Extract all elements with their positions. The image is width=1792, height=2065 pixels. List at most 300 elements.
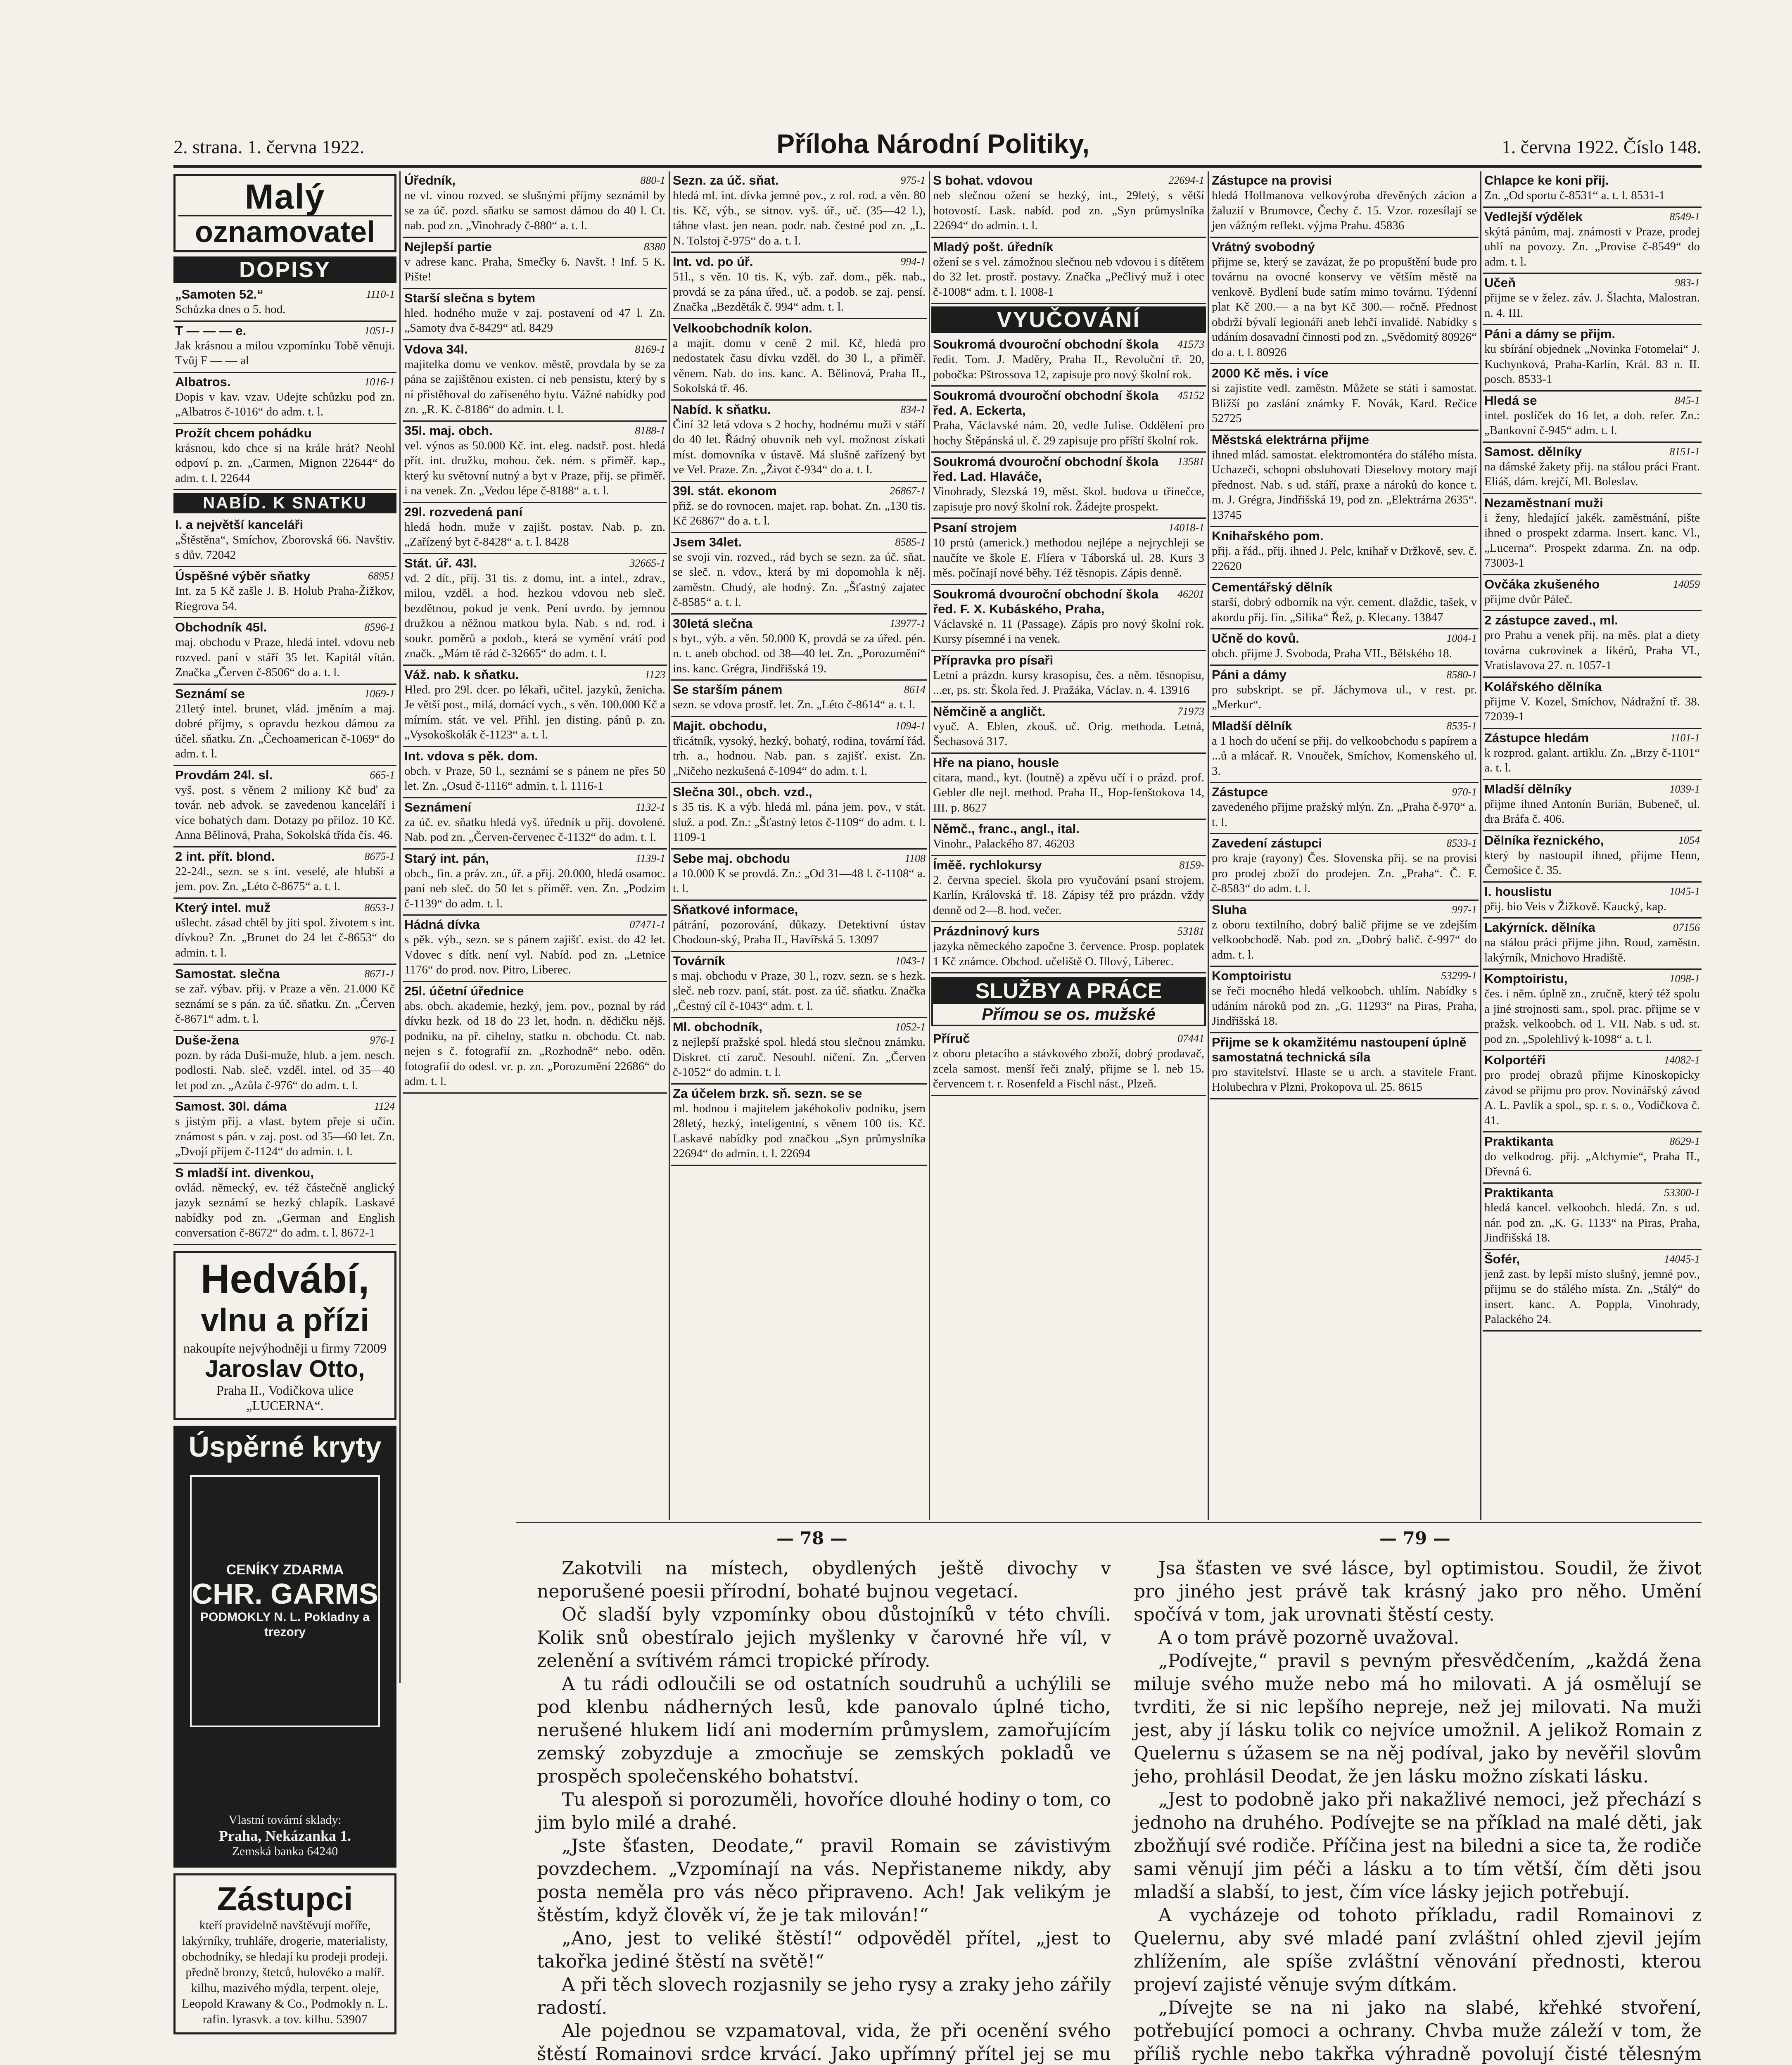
ad-heading (175, 375, 395, 389)
ad-code: 45152 (1177, 389, 1204, 401)
ad-title: Majit. obchodu, (673, 718, 767, 733)
classified-ad (1210, 578, 1479, 629)
ad-code: 983-1 (1675, 277, 1700, 289)
usp-line3: PODMOKLY N. L. Pokladny a trezory (200, 1610, 370, 1639)
ad-heading (175, 768, 395, 783)
ad-heading (1484, 1252, 1700, 1267)
ad-heading (175, 287, 395, 302)
ad-title: Němčině a angličt. (933, 704, 1046, 719)
ad-heading (175, 849, 395, 864)
classified-ad (1210, 717, 1479, 783)
classified-ad (403, 422, 667, 503)
ad-code: 880-1 (640, 174, 665, 186)
ad-body: zavedeného přijme pražský mlýn. Zn. „Praha č-970“ a. t. l. (1212, 800, 1477, 829)
ad-heading (673, 321, 926, 336)
usp-box (190, 1475, 380, 1727)
zast-title: Zástupci (217, 1880, 353, 1917)
classified-ad (173, 373, 396, 424)
ad-body: z oboru pletacího a stávkového zboží, dobrý prodavač, zcela samost. menší řeči znalý, přijme se l. neb 15. červencem t. r. Rosenfeld a Fischl nást., Plzeň. (933, 1047, 1204, 1090)
classified-ad (1210, 629, 1479, 666)
ad-heading (1484, 444, 1700, 459)
ad-body: 21letý intel. brunet, vlád. jměním a maj. dobré příjmy, s opravdu hezkou dámou za účel. sňatku. Zn. „Čechoamerican č-1069“ do adm. t. l. (175, 702, 395, 760)
novel-paragraph: „Ano, jest to veliké štěstí!“ odpověděl přítel, „jest to takořka jediné štěstí na světě!“ (537, 1928, 1111, 1972)
ad-heading (404, 505, 665, 520)
maly-oznamovatel-logo (173, 174, 396, 252)
ad-heading (673, 954, 926, 968)
ad-heading (1212, 719, 1477, 733)
logo-line1: Malý (244, 177, 325, 216)
ad-column-4 (931, 171, 1206, 1520)
classified-ad (1210, 666, 1479, 717)
ad-code: 53299-1 (1441, 970, 1477, 982)
hedv-title: Hedvábí, (200, 1256, 370, 1301)
hedv-text: nakoupíte nejvýhodněji u firmy (183, 1340, 351, 1355)
ad-heading (933, 337, 1204, 352)
ad-title: 25l. účetní úřednice (404, 983, 524, 998)
ad-title: Íměě. rychlokursy (933, 857, 1042, 872)
classified-ad (1483, 392, 1702, 443)
classified-ad (1483, 919, 1702, 970)
ad-code: 8533-1 (1446, 837, 1477, 849)
ad-body: ovlád. německý, ev. též částečně anglický jazyk seznámí se hezký chlapík. Laskavé nabídky pod zn. „German and English conversation č-8672“ do adm. t. l. 8672-1 (175, 1181, 395, 1239)
classified-ad (671, 401, 927, 482)
ad-heading (673, 254, 926, 269)
classified-ad (671, 952, 927, 1018)
classified-ad (403, 798, 667, 850)
ad-body: a 1 hoch do učení se přij. do velkoobchodu s papírem a ...ů a mlácař. R. Vnouček, Smíchov, Komenského ul. 3. (1212, 734, 1477, 778)
ad-heading (1212, 836, 1477, 851)
ad-body: Schůzka dnes o 5. hod. (175, 303, 286, 316)
ad-title: Zavedení zástupci (1212, 836, 1322, 850)
novel-column-left (537, 1557, 1111, 2065)
ad-title: Přijme se k okamžitému nastoupení úplně samostatná technická síla (1212, 1035, 1467, 1064)
ad-title: Sebe maj. obchodu (673, 851, 790, 866)
column-divider (669, 171, 670, 1520)
novel-paragraph: A při těch slovech rozjasnily se jeho rysy a zraky jeho zářily radostí. (537, 1974, 1111, 2018)
ad-title: Se starším pánem (673, 682, 783, 697)
ad-heading (175, 1099, 395, 1114)
ad-code: 07156 (1673, 921, 1700, 933)
ad-code: 8580-1 (1446, 668, 1477, 681)
ad-heading (1484, 209, 1700, 224)
ad-body: Činí 32 letá vdova s 2 hochy, hodnému muži v stáří do 40 let. Řádný obuvník neb vyl. možnost získati míst. domovníka v ústavě. Má slušně zařízený byt ve Vel. Praze. Zn. „Život č-934“ do a. t. l. (673, 418, 926, 476)
ad-heading (1484, 1053, 1700, 1068)
ad-code: 1045-1 (1669, 885, 1700, 897)
ad-title: Velkoobchodník kolon. (673, 320, 812, 335)
classified-ad (931, 171, 1206, 238)
ad-body: hled. hodného muže v zaj. postavení od 47 l. Zn. „Samoty dva č-8429“ atl. 8429 (404, 306, 665, 335)
ad-code: 1052-1 (895, 1021, 926, 1033)
hedv-code: 72009 (354, 1340, 387, 1355)
classified-ad (1210, 834, 1479, 901)
classified-ad (403, 554, 667, 666)
ad-heading (933, 653, 1204, 668)
classified-ad (931, 585, 1206, 651)
novel-paragraph: Tu alespoň si porozuměli, hovoříce dlouhé hodiny o tom, co jim bylo milé a drahé. (537, 1789, 1111, 1833)
ad-heading (933, 388, 1204, 418)
classified-ad (173, 685, 396, 766)
novel-paragraph: „Jste šťasten, Deodate,“ pravil Romain se závistivým povzdechem. „Vzpomínají na vás. Nepřistaneme nikdy, aby posta neměla pro vás něco připraveno. Ach! Jak velikým je štěstím, když člověk ví, že je tak milován!“ (537, 1835, 1111, 1926)
classified-ad (1483, 1184, 1702, 1250)
ad-body: majitelka domu ve venkov. městě, provdala by se za pána se zajištěnou existen. cí neb pensistu, který by s ní přistěhoval do zaříseného bytu. Vážné nabídky pod zn. „R. K. č-8186“ do admin. t. l. (404, 357, 665, 416)
classified-ad (403, 289, 667, 340)
ad-title: Starší slečna s bytem (404, 290, 536, 305)
ad-heading (175, 1033, 395, 1048)
ad-code: 26867-1 (890, 484, 926, 497)
classified-ad (173, 1097, 396, 1164)
ad-heading (673, 535, 926, 550)
ad-body: pátrání, pozorování, důkazy. Detektivní ústav Chodoun-ský, Praha II., Havířská 5. 13097 (673, 918, 926, 946)
classified-ad (403, 238, 667, 289)
classified-ad (671, 482, 927, 533)
ad-code: 8380 (644, 240, 665, 253)
ad-column-2 (403, 171, 667, 1520)
ad-code: 13977-1 (890, 617, 926, 629)
classified-ad (1483, 274, 1702, 325)
ad-title: Starý int. pán, (404, 851, 489, 866)
usp-foot2: Praha, Nekázanka 1. (218, 1828, 351, 1844)
ad-heading (1212, 1035, 1477, 1065)
classified-ad (671, 850, 927, 901)
ad-heading (933, 240, 1204, 254)
ad-column-5 (1210, 171, 1479, 1520)
classified-ad (1210, 364, 1479, 431)
classified-ad (1483, 970, 1702, 1051)
ad-code: 8585-1 (895, 536, 926, 548)
ad-body: čes. i něm. úplně zn., zručně, který též spolu a jiné strojnosti sam., spol. prac. přijme se v pražsk. velkoobch. od 1. VII. Nab. s ud. st. pod zn. „Spolehlivý k-1098“ a. t. l. (1484, 987, 1700, 1046)
ad-title: Nabíd. k sňatku. (673, 402, 771, 417)
ad-title: Za účelem brzk. sň. sezn. se se (673, 1086, 862, 1101)
ad-title: Lakýrníck. dělníka (1484, 920, 1595, 935)
ad-body: a majit. domu v ceně 2 mil. Kč, hledá pro nedostatek času dívku vzděl. do 30 l., a přiměř. věnem. Nab. do ins. kanc. A. Bělinová, Praha II., Sokolská tř. 46. (673, 336, 926, 395)
classified-ad (173, 567, 396, 618)
ad-title: Int. vd. po úř. (673, 254, 753, 269)
novel-paragraph: Ale pojednou se vzpamatoval, vida, že při ocenění svého štěstí Romainovi srdce krvácí. Jako upřímný přítel jej se mu (537, 2020, 1111, 2065)
ad-body: ku sbírání objednek „Novinka Fotomelai“ J. Kuchynková, Praha-Karlín, Král. 83 n. II. posch. 8533-1 (1484, 342, 1700, 386)
ad-body: přijme ihned Antonín Buriān, Bubeneč, ul. dra Bráfa č. 406. (1484, 797, 1700, 826)
novel-column-right (1134, 1557, 1702, 2065)
usp-brand: CHR. GARMS (192, 1577, 378, 1610)
ad-title: Mladý pošt. úředník (933, 239, 1054, 254)
ad-body: 22-24l., sezn. se s int. veselé, ale hlubší a jem. pov. Zn. „Léto č-8675“ a. t. l. (175, 864, 395, 893)
classified-ad (1210, 901, 1479, 967)
ad-title: Chlapce ke koni přij. (1484, 173, 1609, 188)
ad-heading (673, 1020, 926, 1035)
ad-heading (175, 1165, 395, 1180)
ad-body: ihned mlád. samostat. elektromontéra do stálého místa. Uchazeči, schopni obsluhovati Dieselovy motory mají přednost. Nab. s ud. stáří, praxe a nároků do konce t. m. J. Grégra, Jindřišská 19, pod zn. „Elektrárna 2635“. 13745 (1212, 448, 1477, 522)
ad-heading (1212, 785, 1477, 800)
ad-body: s byt., výb. a věn. 50.000 K, provdá se za úřed. pén. n. t. aneb obchod. od 38—40 let. Zn. „Porozumění“ ins. kanc. Grégra, Jindřišská 19. (673, 631, 926, 675)
ad-heading (175, 569, 395, 584)
classified-ad (671, 533, 927, 615)
ad-heading (1212, 529, 1477, 544)
ad-heading (1484, 920, 1700, 935)
ad-body: který by nastoupil ihned, přijme Henn, Černošice č. 35. (1484, 848, 1700, 877)
classified-ad (1483, 883, 1702, 919)
classified-ad (671, 171, 927, 253)
ad-body: k rozprod. galant. artiklu. Zn. „Brzy č-1101“ a. t. l. (1484, 746, 1700, 774)
ad-code: 1043-1 (895, 954, 926, 967)
novel-paragraph: A tu rádi odloučili se od ostatních soudruhů a uchýlili se pod klenbu nádherných lesů, kde panovalo úplné ticho, nerušené hlukem lidí ani moderním průmyslem, zamořujícím zemský zobyzduje a zmocňuje se zemských pokladů ve prospěch společenského bohatství. (537, 1673, 1111, 1787)
ad-code: 07441 (1177, 1032, 1204, 1044)
ad-code: 8188-1 (635, 424, 665, 437)
classified-ad (671, 1018, 927, 1085)
ad-code: 68951 (368, 570, 395, 582)
ad-body: Jak krásnou a milou vzpomínku Tobě věnuji. Tvůj F — — al (175, 339, 395, 367)
ad-body: přij. a řád., přij. ihned J. Pelc, knihař v Držkově, sev. č. 22620 (1212, 544, 1477, 573)
ad-heading (175, 686, 395, 701)
ad-body: s maj. obchodu v Praze, 30 l., rozv. sezn. se s hezk. sleč. neb rozv. paní, stát. post. za úč. sňatku. Značka „Čestný cíl č-1043“ adm. t. l. (673, 969, 926, 1013)
ad-body: a 10.000 K se provdá. Zn.: „Od 31—48 l. č-1108“ a. t. l. (673, 866, 926, 895)
banner-title: SLUŽBY A PRÁCE (933, 978, 1204, 1004)
classified-ad (1210, 238, 1479, 365)
ad-code: 8653-1 (364, 901, 395, 914)
logo-line2: oznamovatel (178, 215, 392, 248)
ad-heading (404, 556, 665, 571)
ad-title: Knihařského pom. (1212, 529, 1324, 543)
ad-heading (175, 900, 395, 915)
ad-body: se řeči mocného hledá velkoobch. uhlím. Nabídky s udáním nároků pod zn. „G. 11293“ na Piras, Praha, Jindřišská 18. (1212, 984, 1477, 1028)
ad-heading (933, 924, 1204, 939)
ad-body: ušlecht. zásad chtěl by jiti spol. životem s int. dívkou? Zn. „Brunet do 24 let č-8653“ do admin. t. l. (175, 916, 395, 959)
ad-code: 997-1 (1452, 903, 1477, 916)
ad-title: Slečna 30l., obch. vzd., (673, 785, 812, 799)
header-date-right: 1. června 1922. Číslo 148. (1501, 136, 1702, 157)
ad-heading (1212, 631, 1477, 646)
classified-ad (931, 519, 1206, 585)
ad-heading (1484, 679, 1700, 694)
ad-code: 1054 (1678, 834, 1700, 846)
ad-code: 8159- (1179, 859, 1204, 871)
ad-heading (1212, 580, 1477, 595)
ad-code: 1139-1 (636, 852, 665, 864)
ad-body: v adrese kanc. Praha, Smečky 6. Navšt. ! Inf. 5 K. Pište! (404, 255, 665, 283)
ad-code: 845-1 (1675, 394, 1700, 406)
ad-heading (1484, 275, 1700, 290)
ad-body: Int. za 5 Kč zašle J. B. Holub Praha-Žižkov, Riegrova 54. (175, 584, 395, 613)
classified-ad (1483, 831, 1702, 883)
ad-heading (1484, 833, 1700, 848)
classified-ad (671, 783, 927, 850)
ad-column-1 (173, 171, 396, 2026)
ad-title: Seznámí se (175, 686, 245, 701)
ad-body: přijme se v želez. záv. J. Šlachta, Malostran. n. 4. III. (1484, 291, 1700, 320)
ad-code: 665-1 (370, 769, 395, 781)
ad-title: S mladší int. divenkou, (175, 1165, 314, 1180)
ad-body: 51l., s věn. 10 tis. K, výb. zař. dom., pěk. nab., provdá se za pána úřed., uč. a podob. se zaj. pensí. Značka „Bezděták č. 994“ adm. t. l. (673, 270, 926, 313)
ad-title: Městská elektrárna přijme (1212, 432, 1369, 447)
ad-title: Prázdninový kurs (933, 924, 1040, 938)
ad-title: Praktikanta (1484, 1134, 1554, 1149)
classified-ad (1483, 729, 1702, 780)
classified-ad (1210, 1033, 1479, 1099)
novel-paragraph: Oč sladší byly vzpomínky obou důstojníků v této chvíli. Kolik snů obestíralo jejich myšlenky v čarovné hře víl, v zelenění a svítivém rámci tropické přírody. (537, 1604, 1111, 1671)
ad-title: Albatros. (175, 374, 231, 389)
ad-body: pro stavitelství. Hlaste se u arch. a stavitele Frant. Holubechra v Plzni, Prokopova ul. 25. 8615 (1212, 1065, 1477, 1094)
ad-body: třicátník, vysoký, hezký, bohatý, rodina, tovární řád. trh. a., hodnou. Nab. pan. s zajišť. exist. Zn. „Ničeho nezkušená č-1094“ do adm. t. l. (673, 734, 926, 778)
ad-heading (175, 426, 395, 441)
ad-title: Mladší dělníky (1484, 781, 1572, 796)
ad-title: Psaní strojem (933, 520, 1017, 535)
ad-code: 8675-1 (364, 850, 395, 862)
ad-title: Úspěšné výběr sňatky (175, 569, 311, 583)
ad-heading (673, 682, 926, 697)
ad-title: Zástupce (1212, 785, 1268, 799)
ad-heading (1212, 667, 1477, 682)
column-divider (399, 171, 401, 1683)
ad-title: Soukromá dvouroční obchodní škola řed. A. Eckerta, (933, 388, 1159, 418)
classified-ad (403, 982, 667, 1094)
ad-title: Soukromá dvouroční obchodní škola řed. F. X. Kubáského, Praha, (933, 586, 1159, 616)
ad-title: I. houslistu (1484, 884, 1552, 899)
ad-body: sezn. se vdova prostř. let. Zn. „Léto č-8614“ a. t. l. (673, 698, 916, 711)
ad-heading (404, 800, 665, 815)
ad-heading (404, 749, 665, 764)
novel-paragraph: „Dívejte se na ni jako na slabé, křehké stvoření, potřebující pomoci a ochrany. Chvba muže záleží v tom, že příliš rychle nebo takřka výhradně povolují čisté tělesným (1134, 1997, 1702, 2065)
ad-heading (673, 719, 926, 733)
classified-ad (931, 453, 1206, 519)
ad-column-6 (1483, 171, 1702, 1520)
classified-ad (1210, 431, 1479, 527)
ad-title: Továrník (673, 953, 725, 968)
ad-title: Samost. dělníky (1484, 444, 1582, 459)
ad-body: přij. bio Veis v Žižkově. Kaucký, kap. (1484, 900, 1666, 913)
ad-heading (404, 240, 665, 254)
ad-body: přiž. se do rovnocen. majet. rap. bohat. Zn. „130 tis. Kč 26867“ do a. t. l. (673, 499, 926, 527)
ad-code: 8151-1 (1669, 445, 1700, 458)
ad-code: 8535-1 (1446, 719, 1477, 732)
novel-page-number-right: — 79 — (1379, 1528, 1450, 1548)
ad-title: Soukromá dvouroční obchodní škola (933, 337, 1159, 351)
novel-paragraph: Jsa šťasten ve své lásce, byl optimistou. Soudil, že život pro jiného jest právě tak krásný jako pro něho. Umění spočívá v tom, jak urovnati štěstí cesty. (1134, 1558, 1702, 1625)
ad-body: Dopis v kav. vzav. Udejte schůzku pod zn. „Albatros č-1016“ do adm. t. l. (175, 390, 395, 418)
ad-heading (1484, 173, 1700, 188)
ad-title: Sňatkové informace, (673, 902, 798, 917)
ad-code: 07471-1 (629, 919, 665, 930)
ad-title: Duše-žena (175, 1032, 240, 1047)
ad-title: 35l. maj. obch. (404, 423, 493, 438)
column-divider (1208, 171, 1209, 1520)
ad-code: 8629-1 (1669, 1135, 1700, 1147)
ad-body: intel. poslíček do 16 let, a dob. refer. Zn.: „Bankovní č-945“ adm. t. l. (1484, 408, 1700, 437)
sluzby-a-prace-banner (931, 977, 1206, 1026)
ad-heading (673, 902, 926, 917)
classified-ad (1483, 494, 1702, 575)
ad-body: vd. 2 dít., příj. 31 tis. z domu, int. a intel., zdrav., milou, vzděl. a hod. hezkou vdovou neb sleč. bezdětnou, pokud je venk. Pení uvrdo. by jemnou družkou a něžnou matkou byla. Nab. s nd. rod. i soukr. poměrů a podob., která se vymění vrátí pod značk. „Mám tě rád č-32665“ do adm. t. l. (404, 571, 665, 660)
classified-ad (1483, 611, 1702, 678)
ad-code: 8169-1 (635, 343, 665, 355)
classified-ad (1483, 1051, 1702, 1132)
classified-ad (1483, 171, 1702, 208)
ad-title: Páni a dámy se přijm. (1484, 327, 1616, 341)
classified-ad (1483, 208, 1702, 274)
ad-body: citara, mand., kyt. (loutně) a zpěvu učí i o prázd. prof. Gebler dle nejl. method. Praha II., Hop-fenštokova 14, III. p. 8627 (933, 771, 1204, 814)
ad-heading (933, 858, 1204, 873)
ad-title: Komptoiristu (1212, 968, 1291, 983)
ad-heading (1484, 393, 1700, 408)
ad-body: 2. června speciel. škola pro vyučování psaní strojem. Karlín, Královská tř. 18. Zápisy též pro prázdn. vždy denně od 2—8. hod. večer. (933, 873, 1204, 917)
classified-ad (931, 335, 1206, 387)
ad-title: I. a největší kanceláři (175, 517, 304, 532)
classified-ad (1210, 783, 1479, 834)
ad-heading (1212, 366, 1477, 381)
ad-body: jenž zast. by lepší místo slušný, jemné pov., přijmu se do stálého místa. Zn. „Stálý“ do insert. kanc. A. Poppla, Vinohrady, Palackého 24. (1484, 1267, 1700, 1326)
ad-heading (1212, 968, 1477, 983)
ad-heading (1212, 432, 1477, 447)
ad-title: Váž. nab. k sňatku. (404, 667, 519, 682)
hedv-address2: „LUCERNA“. (246, 1398, 324, 1413)
ad-code: 1101-1 (1670, 731, 1700, 744)
classified-ad (1483, 575, 1702, 612)
ad-title: Ml. obchodník, (673, 1020, 762, 1034)
section-heading-vyucovani: VYUČOVÁNÍ (931, 306, 1206, 333)
ad-body: obch. přijme J. Svoboda, Praha VII., Bělského 18. (1212, 647, 1452, 660)
ad-title: T — — — e. (175, 323, 247, 338)
ad-body: s 35 tis. K a výb. hledá ml. pána jem. pov., v stát. služ. a pod. Zn.: „Šťastný letos č-1109“ do adm. t. l. 1109-1 (673, 800, 926, 844)
classified-ad (931, 238, 1206, 304)
ad-title: Soukromá dvouroční obchodní škola řed. Lad. Hlaváče, (933, 454, 1159, 484)
ad-title: Kolportéři (1484, 1053, 1546, 1067)
ad-code: 1098-1 (1669, 973, 1700, 985)
ad-code: 1051-1 (364, 324, 395, 337)
ad-heading (404, 423, 665, 438)
ad-title: Zástupce hledám (1484, 730, 1589, 745)
ad-code: 22694-1 (1168, 174, 1204, 186)
ad-heading (933, 173, 1204, 188)
ad-body: vyš. post. s věnem 2 miliony Kč buď za továr. neb advok. se zavedenou kanceláří i více bohatých dam. Dotazy po přiloz. 10 Kč. Anna Bělinová, Praha, Sokolská třída čís. 46. (175, 783, 395, 842)
classified-ad (1483, 443, 1702, 494)
ad-body: z nejlepší pražské spol. hledá stou slečnou známku. Diskret. ctí zaruč. Nesouhl. ničení. Zn. „Červen č-1052“ do admin. t. l. (673, 1035, 926, 1079)
classified-ad (1210, 171, 1479, 238)
classified-ad (403, 503, 667, 554)
ad-title: Jsem 34let. (673, 534, 742, 549)
ad-title: Stát. úř. 43l. (404, 555, 477, 570)
column-divider (929, 171, 930, 1520)
ad-body: se zař. výbav. přij. v Praze a věn. 21.000 Kč seznámí se s pán. za úč. sňatku. Zn. „Červen č-8671“ adm. t. l. (175, 982, 395, 1025)
ad-heading (673, 1086, 926, 1101)
ad-title: Dělníka řeznického, (1484, 833, 1604, 847)
ad-heading (673, 785, 926, 800)
classified-ad (931, 754, 1206, 820)
header-date-left: 2. strana. 1. června 1922. (173, 136, 365, 157)
classified-ad (1483, 780, 1702, 831)
ad-title: Ovčáka zkušeného (1484, 577, 1600, 591)
ad-body: pro subskript. se př. Jáchymova ul., v rest. pr. „Merkur“. (1212, 683, 1477, 711)
ad-heading (404, 984, 665, 999)
novel-paragraph: A o tom právě pozorně uvažoval. (1158, 1627, 1460, 1648)
ad-heading (1484, 782, 1700, 797)
classified-ad (1483, 1132, 1702, 1184)
ad-code: 41573 (1177, 338, 1204, 350)
ad-code: 8596-1 (364, 621, 395, 633)
ad-body: na stálou práci přijme jihn. Roud, zaměstn. lakýrník, Mnichovo Hradiště. (1484, 936, 1700, 964)
ad-heading (175, 517, 395, 532)
ad-code: 1124 (374, 1100, 395, 1112)
ad-heading (1484, 731, 1700, 745)
ad-body: přijme se, který se zavázat, že po propuštění bude pro továrnu na ovocné konservy ve větším městě na venkově. Bydlení bude satím mimo továrnu. Týdenní plat Kč 200.— a na byt Kč 300.— ročně. Přednost obdrží bývalí legionáři aneb lehčí invalidé. Nabídky s udáním dosavadní činnosti pod zn. „Svědomitý 80926“ do a. t. l. 80926 (1212, 255, 1477, 359)
classified-ad (1210, 527, 1479, 578)
ad-title: Který intel. muž (175, 900, 271, 915)
classified-ad (403, 850, 667, 916)
classified-ad (403, 340, 667, 422)
novel-paragraph: Zakotvili na místech, obydlených ještě divochy v neporušené poesii přírodní, bohaté bujnou vegetací. (537, 1558, 1111, 1602)
ad-heading (404, 851, 665, 866)
ad-heading (933, 704, 1204, 719)
ad-body: přijme V. Kozel, Smíchov, Nádražní tř. 38. 72039-1 (1484, 695, 1700, 723)
classified-ad (1483, 325, 1702, 392)
ad-body: s jistým přij. a vlast. bytem přeje si učin. známost s pán. v zaj. post. od 35—60 let. Zn. „Dvojí příjem č-1124“ do admin. t. l. (175, 1115, 395, 1158)
classified-ad (931, 651, 1206, 703)
